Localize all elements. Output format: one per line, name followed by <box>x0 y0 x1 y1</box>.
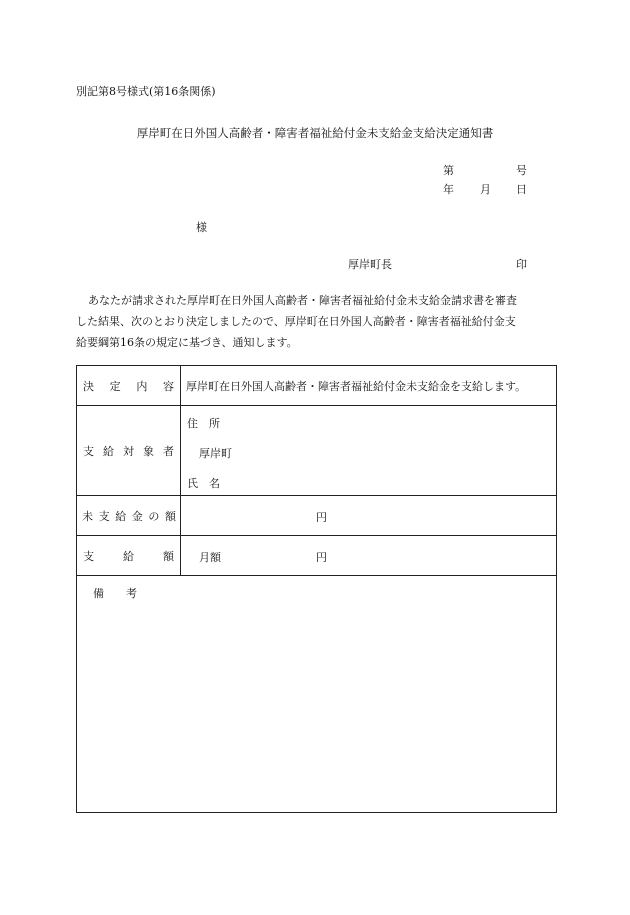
payment-label-char: 額 <box>163 549 174 563</box>
decision-label-char: 定 <box>109 379 121 393</box>
unpaid-label-char: 給 <box>115 509 127 523</box>
decision-label-char: 決 <box>83 379 94 393</box>
date-day: 日 <box>516 183 527 196</box>
body-line-2: した結果、次のとおり決定しましたので、厚岸町在日外国人高齢者・障害者福祉給付金支 <box>76 315 516 328</box>
unpaid-label-char: の <box>148 509 160 523</box>
target-label-char: 対 <box>123 444 134 458</box>
decision-label-char: 容 <box>162 379 174 393</box>
date-month: 月 <box>480 183 491 196</box>
number-suffix: 号 <box>516 164 527 177</box>
remarks-cell <box>77 576 557 813</box>
monthly-label: 月額 <box>199 551 221 564</box>
document-title: 厚岸町在日外国人高齢者・障害者福祉給付金未支給金支給決定通知書 <box>136 126 494 140</box>
remarks-label: 備 考 <box>93 587 137 600</box>
target-label <box>77 406 181 496</box>
unpaid-amount-label <box>77 496 181 536</box>
unpaid-label-char: 未 <box>82 509 93 523</box>
body-line-1: あなたが請求された厚岸町在日外国人高齢者・障害者福祉給付金未支給金請求書を審査 <box>88 294 517 307</box>
decision-value: 厚岸町在日外国人高齢者・障害者福祉給付金未支給金を支給します。 <box>181 366 557 406</box>
decision-label-char: 内 <box>136 379 148 393</box>
target-value <box>181 406 557 496</box>
target-label-char: 支 <box>83 444 94 458</box>
payment-label-char: 給 <box>123 549 134 563</box>
issuer-title: 厚岸町長 <box>348 258 392 271</box>
unpaid-amount-value <box>181 496 557 536</box>
payment-amount-label <box>77 536 181 576</box>
decision-table <box>76 365 557 813</box>
unpaid-label-char: 支 <box>98 509 110 523</box>
date-year: 年 <box>443 183 454 196</box>
unpaid-label-char: 額 <box>164 509 176 523</box>
unpaid-label-char: 金 <box>131 509 143 523</box>
decision-label <box>77 366 181 406</box>
payment-amount-unit: 円 <box>316 551 327 564</box>
payment-amount-value <box>181 536 557 576</box>
address-value: 厚岸町 <box>199 447 232 460</box>
unpaid-amount-unit: 円 <box>316 511 327 524</box>
number-prefix: 第 <box>443 164 454 177</box>
form-label: 別記第8号様式(第16条関係) <box>76 85 216 98</box>
payment-label-char: 支 <box>83 549 94 563</box>
issuer-seal: 印 <box>516 258 527 271</box>
address-label: 住 所 <box>187 417 220 430</box>
target-label-char: 象 <box>143 444 154 458</box>
name-label: 氏 名 <box>187 477 220 490</box>
body-line-3: 給要綱第16条の規定に基づき、通知します。 <box>76 336 298 349</box>
recipient-suffix: 様 <box>196 221 207 234</box>
target-label-char: 者 <box>163 444 174 458</box>
target-label-char: 給 <box>103 444 114 458</box>
